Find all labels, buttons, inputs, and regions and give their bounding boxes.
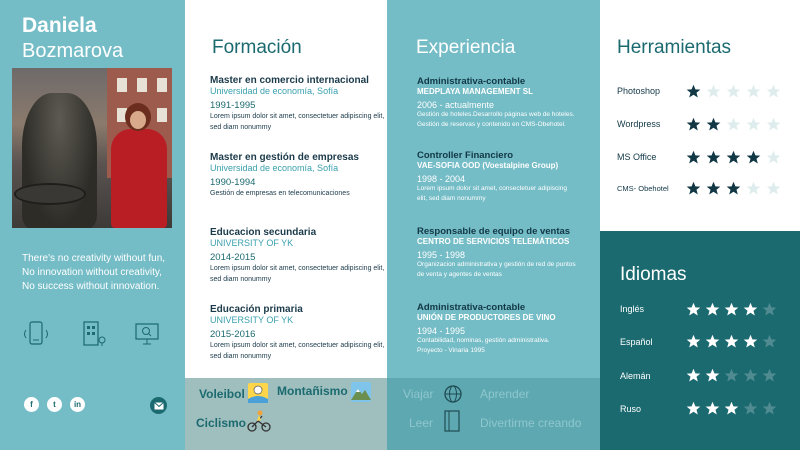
formacion-entry: Master en comercio internacional Universidad de economía, Sofía 1991-1995 Lorem ipsum dolor sit amet, consectetuer adipiscing elit, sed diam nonummy xyxy=(210,75,385,131)
experiencia-title: Experiencia xyxy=(416,37,516,58)
cyclist-icon xyxy=(247,410,271,432)
mountain-icon xyxy=(351,382,371,402)
volleyball-icon xyxy=(248,383,268,403)
star-empty-icon xyxy=(766,150,781,165)
book-icon xyxy=(443,410,461,432)
star-filled-icon xyxy=(705,401,720,416)
star-filled-icon xyxy=(705,302,720,317)
profile-photo xyxy=(12,68,172,228)
mail-icon[interactable] xyxy=(150,397,167,414)
language-label: Alemán xyxy=(620,371,651,381)
hobbies-panel-left xyxy=(185,378,387,450)
hobby-divertirme-creando: Divertirme creando xyxy=(480,416,582,430)
star-empty-icon xyxy=(743,368,758,383)
language-rating xyxy=(686,368,777,383)
star-filled-icon xyxy=(686,334,701,349)
star-filled-icon xyxy=(686,84,701,99)
star-filled-icon xyxy=(706,150,721,165)
star-empty-icon xyxy=(726,84,741,99)
star-empty-icon xyxy=(746,84,761,99)
language-rating xyxy=(686,401,777,416)
hobby-leer: Leer xyxy=(409,416,434,430)
herramientas-title: Herramientas xyxy=(617,37,732,58)
hobby-montanismo: Montañismo xyxy=(277,384,348,398)
star-filled-icon xyxy=(686,150,701,165)
star-empty-icon xyxy=(726,117,741,132)
building-icon xyxy=(80,320,108,348)
language-rating xyxy=(686,302,777,317)
star-filled-icon xyxy=(726,181,741,196)
formacion-entry: Educacion secundaria UNIVERSITY OF YK 2014-2015 Lorem ipsum dolor sit amet, consectetuer adipiscing elit, sed diam nonummy xyxy=(210,227,385,283)
experiencia-entry: Administrativa-contable UNIÓN DE PRODUCTORES DE VINO 1994 - 1995 Contabilidad, nominas, gestión administrativa. Proyecto - Vinaria 1995 xyxy=(417,302,556,354)
skill-label: Wordpress xyxy=(617,119,661,129)
language-label: Inglés xyxy=(620,304,645,314)
herramientas-column xyxy=(600,0,800,231)
star-empty-icon xyxy=(766,117,781,132)
star-empty-icon xyxy=(706,84,721,99)
monitor-search-icon xyxy=(133,320,161,348)
experiencia-entry: Administrativa-contable MEDPLAYA MANAGEMENT SL 2006 - actualmente Gestión de hoteles.Desarrollo páginas web de hoteles. Gestión de reservas y contenido en CMS-Obehotel. xyxy=(417,76,575,128)
hobbies-panel-right xyxy=(387,378,600,450)
star-filled-icon xyxy=(724,334,739,349)
star-filled-icon xyxy=(686,368,701,383)
language-label: Ruso xyxy=(620,404,642,414)
star-filled-icon xyxy=(706,181,721,196)
skill-label: Photoshop xyxy=(617,86,661,96)
star-filled-icon xyxy=(724,302,739,317)
star-filled-icon xyxy=(743,302,758,317)
star-filled-icon xyxy=(686,401,701,416)
profile-quote: There's no creativity without fun, No innovation without creativity, No success without innovation. xyxy=(22,253,166,292)
star-filled-icon xyxy=(686,117,701,132)
star-empty-icon xyxy=(743,401,758,416)
experiencia-entry: Responsable de equipo de ventas CENTRO DE SERVICIOS TELEMÁTICOS 1995 - 1998 Organizacion administrativa y gestión de red de puntos de venta y agentes de ventas xyxy=(417,226,576,278)
idiomas-column xyxy=(600,231,800,450)
star-filled-icon xyxy=(746,150,761,165)
star-filled-icon xyxy=(686,302,701,317)
hobby-viajar: Viajar xyxy=(403,387,434,401)
formacion-entry: Master en gestión de empresas Universidad de economía, Sofía 1990-1994 Gestión de empresas en telecomunicaciones xyxy=(210,152,359,197)
star-filled-icon xyxy=(726,150,741,165)
idiomas-title: Idiomas xyxy=(620,264,687,285)
skill-rating xyxy=(686,150,781,165)
experiencia-entry: Controller Financiero VAE-SOFIA OOD (Voestalpine Group) 1998 - 2004 Lorem ipsum dolor sit amet, consectetuer adipiscing elit, sed diam nonummy xyxy=(417,150,567,202)
first-name: Daniela xyxy=(22,14,97,37)
star-filled-icon xyxy=(724,401,739,416)
star-empty-icon xyxy=(746,181,761,196)
language-label: Español xyxy=(620,337,653,347)
last-name: Bozmarova xyxy=(22,40,124,62)
twitter-icon[interactable]: t xyxy=(47,397,62,412)
star-empty-icon xyxy=(762,401,777,416)
linkedin-icon[interactable]: in xyxy=(70,397,85,412)
star-empty-icon xyxy=(762,334,777,349)
star-empty-icon xyxy=(724,368,739,383)
star-empty-icon xyxy=(746,117,761,132)
star-filled-icon xyxy=(686,181,701,196)
skill-rating xyxy=(686,117,781,132)
star-filled-icon xyxy=(743,334,758,349)
star-empty-icon xyxy=(762,368,777,383)
phone-icon xyxy=(22,320,50,348)
formacion-title: Formación xyxy=(212,37,302,58)
language-rating xyxy=(686,334,777,349)
skill-rating xyxy=(686,84,781,99)
star-filled-icon xyxy=(705,334,720,349)
skill-label: MS Office xyxy=(617,152,657,162)
star-filled-icon xyxy=(706,117,721,132)
star-empty-icon xyxy=(766,181,781,196)
facebook-icon[interactable]: f xyxy=(24,397,39,412)
globe-icon xyxy=(443,384,463,404)
star-empty-icon xyxy=(766,84,781,99)
formacion-entry: Educación primaria UNIVERSITY OF YK 2015-2016 Lorem ipsum dolor sit amet, consectetuer adipiscing elit, sed diam nonummy xyxy=(210,304,385,360)
skill-rating xyxy=(686,181,781,196)
star-filled-icon xyxy=(705,368,720,383)
profile-column xyxy=(0,0,185,450)
hobby-voleibol: Voleibol xyxy=(199,387,245,401)
skill-label: CMS- Obehotel xyxy=(617,184,669,193)
hobby-aprender: Aprender xyxy=(480,387,530,401)
star-empty-icon xyxy=(762,302,777,317)
hobby-ciclismo: Ciclismo xyxy=(196,416,247,430)
